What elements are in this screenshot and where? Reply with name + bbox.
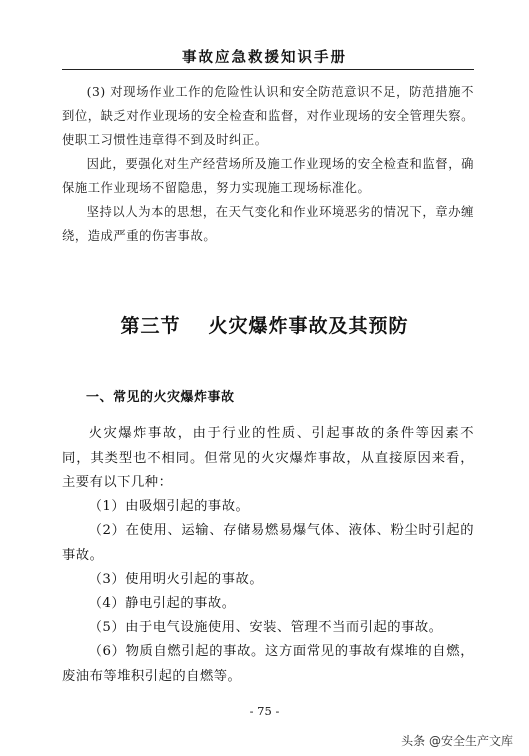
section-number: 第三节 [120,315,181,337]
list-item: （3）使用明火引起的事故。 [88,572,264,587]
running-header: 事故应急救援知识手册 [182,50,347,66]
paragraph-therefore: 因此，要强化对生产经营场所及施工作业现场的安全检查和监督，确保施工作业现场不留隐患，努力实现施工现场标准化。 [62,157,474,195]
section-heading [0,311,529,338]
list-item: （6）物质自燃引起的事故。这方面常见的事故有煤堆的自燃，废油布等堆积引起的自燃等。 [62,644,474,684]
watermark-text: 头条 @安全生产文库 [401,734,513,748]
page-number: - 75 - [249,704,280,718]
subsection-heading: 一、常见的火灾爆炸事故 [86,390,235,405]
header-rule [62,69,474,70]
list-item: （1）由吸烟引起的事故。 [88,499,250,514]
section-title: 火灾爆炸事故及其预防 [208,315,409,337]
list-item: （4）静电引起的事故。 [88,596,236,611]
body-intro: 火灾爆炸事故，由于行业的性质、引起事故的条件等因素不同，其类型也不相同。但常见的火灾爆炸事故，从直接原因来看，主要有以下几种： [62,426,474,490]
list-item: （2）在使用、运输、存储易燃易爆气体、液体、粉尘时引起的事故。 [62,523,474,563]
paragraph-people-first: 坚持以人为本的思想，在天气变化和作业环境恶劣的情况下，章办缠绕，造成严重的伤害事故。 [62,205,474,243]
paragraph-cause-3: (3) 对现场作业工作的危险性认识和安全防范意识不足，防范措施不到位，缺乏对作业现场的安全检查和监督，对作业现场的安全管理失察。使职工习惯性违章得不到及时纠正。 [62,85,474,147]
list-item: （5）由于电气设施使用、安装、管理不当而引起的事故。 [88,620,443,635]
